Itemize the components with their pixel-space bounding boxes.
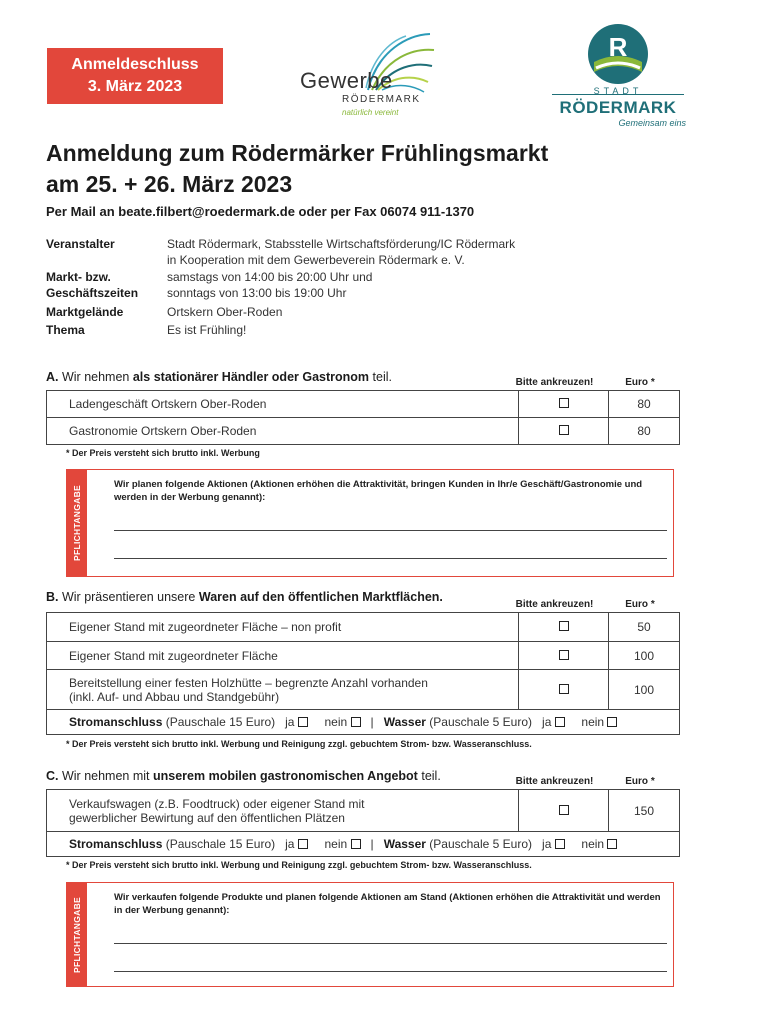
option-label-line1: Verkaufswagen (z.B. Foodtruck) oder eigener Stand mit — [69, 796, 365, 811]
veranstalter-label: Veranstalter — [46, 237, 115, 251]
table-row — [47, 670, 680, 710]
section-c-check-header: Bitte ankreuzen! — [515, 776, 594, 787]
strom-label: Stromanschluss — [69, 837, 163, 851]
strom-ja-label: ja — [285, 715, 295, 729]
gewerbe-logo-tag: natürlich vereint — [342, 108, 399, 117]
table-row — [47, 790, 680, 832]
wasser-nein-checkbox[interactable] — [607, 717, 617, 727]
table-row — [47, 832, 680, 857]
option-price: 150 — [609, 790, 680, 832]
deadline-badge — [47, 48, 223, 104]
table-row — [47, 642, 680, 670]
section-a-table — [46, 390, 680, 445]
option-label-line2: gewerblicher Bewirtung auf den öffentlichen Plätzen — [69, 810, 345, 825]
section-c-letter: C. — [46, 769, 59, 783]
wasser-ja-checkbox[interactable] — [555, 717, 565, 727]
gelaende-label: Marktgelände — [46, 305, 124, 319]
deadline-line2: 3. März 2023 — [87, 78, 183, 95]
title-line2: am 25. + 26. März 2023 — [46, 171, 293, 197]
section-c-pflicht-box — [66, 882, 674, 987]
option-price: 80 — [609, 391, 680, 418]
table-row — [47, 613, 680, 642]
option-label: Ladengeschäft Ortskern Ober-Roden — [47, 391, 519, 418]
wasser-ja-checkbox[interactable] — [555, 839, 565, 849]
veranstalter-value-2: in Kooperation mit dem Gewerbeverein Rödermark e. V. — [167, 253, 465, 267]
pflicht-text: Wir verkaufen folgende Produkte und planen folgende Aktionen am Stand (Aktionen erhöhen die Attraktivität und werden in der Werbung genannt): — [114, 892, 661, 916]
svg-text:R: R — [608, 32, 628, 62]
section-a-check-header: Bitte ankreuzen! — [515, 377, 594, 388]
write-line[interactable] — [114, 943, 667, 944]
table-row — [47, 710, 680, 735]
mail-fax-line: Per Mail an beate.filbert@roedermark.de oder per Fax 06074 911-1370 — [46, 204, 475, 219]
strom-nein-checkbox[interactable] — [351, 717, 361, 727]
section-a-note: * Der Preis versteht sich brutto inkl. Werbung — [66, 448, 260, 458]
write-line[interactable] — [114, 530, 667, 531]
gewerbe-logo — [298, 30, 438, 125]
option-label — [47, 790, 519, 832]
option-label-line2: (inkl. Auf- und Abbau und Standgebühr) — [69, 689, 280, 704]
option-price: 80 — [609, 418, 680, 445]
gewerbe-logo-word: Gewerbe — [300, 68, 393, 93]
deadline-line1: Anmeldeschluss — [71, 56, 199, 73]
table-row — [47, 391, 680, 418]
separator: | — [370, 715, 374, 729]
thema-label: Thema — [46, 323, 85, 337]
strom-ja-label: ja — [285, 837, 295, 851]
checkbox[interactable] — [559, 621, 569, 631]
section-c-note: * Der Preis versteht sich brutto inkl. Werbung und Reinigung zzgl. gebuchtem Strom- bzw. Wasseranschluss. — [66, 860, 532, 870]
strom-text: (Pauschale 15 Euro) — [165, 837, 276, 851]
option-price: 100 — [609, 670, 680, 710]
stadt-logo-name: RÖDERMARK — [559, 98, 677, 117]
option-label: Eigener Stand mit zugeordneter Fläche — [47, 642, 519, 670]
wasser-text: (Pauschale 5 Euro) — [429, 715, 533, 729]
stadt-emblem-icon — [586, 22, 650, 86]
checkbox[interactable] — [559, 684, 569, 694]
strom-text: (Pauschale 15 Euro) — [165, 715, 276, 729]
page-title — [46, 138, 548, 200]
section-c-heading — [46, 769, 441, 783]
checkbox[interactable] — [559, 650, 569, 660]
section-b-price-header: Euro * — [625, 599, 655, 610]
option-label: Gastronomie Ortskern Ober-Roden — [47, 418, 519, 445]
strom-label: Stromanschluss — [69, 715, 163, 729]
option-price: 100 — [609, 642, 680, 670]
wasser-nein-label: nein — [581, 715, 605, 729]
strom-ja-checkbox[interactable] — [298, 717, 308, 727]
section-b-table — [46, 612, 680, 735]
section-a-heading — [46, 370, 392, 384]
option-label — [47, 670, 519, 710]
section-a-bold: als stationärer Händler oder Gastronom — [132, 370, 370, 384]
option-price: 50 — [609, 613, 680, 642]
option-label: Eigener Stand mit zugeordneter Fläche – non profit — [47, 613, 519, 642]
section-b-check-header: Bitte ankreuzen! — [515, 599, 594, 610]
checkbox[interactable] — [559, 805, 569, 815]
section-a-pflicht-box — [66, 469, 674, 577]
stadt-logo — [550, 22, 686, 130]
thema-value: Es ist Frühling! — [167, 323, 247, 337]
section-b-bold: Waren auf den öffentlichen Marktflächen. — [198, 590, 443, 604]
checkbox[interactable] — [559, 425, 569, 435]
wasser-nein-checkbox[interactable] — [607, 839, 617, 849]
section-c-bold: unserem mobilen gastronomischen Angebot — [153, 769, 418, 783]
wasser-label: Wasser — [383, 837, 426, 851]
table-row — [47, 418, 680, 445]
checkbox[interactable] — [559, 398, 569, 408]
stadt-logo-tag: Gemeinsam eins — [618, 118, 686, 128]
section-b-pre: Wir präsentieren unsere — [61, 590, 196, 604]
section-a-letter: A. — [46, 370, 59, 384]
section-c-pre: Wir nehmen mit — [61, 769, 150, 783]
wasser-ja-label: ja — [542, 837, 552, 851]
zeiten-label-2: Geschäftszeiten — [46, 286, 139, 300]
wasser-ja-label: ja — [542, 715, 552, 729]
section-b-note: * Der Preis versteht sich brutto inkl. Werbung und Reinigung zzgl. gebuchtem Strom- bzw. Wasseranschluss. — [66, 739, 532, 749]
veranstalter-value-1: Stadt Rödermark, Stabsstelle Wirtschaftsförderung/IC Rödermark — [167, 237, 516, 251]
section-c-price-header: Euro * — [625, 776, 655, 787]
strom-wasser-row — [47, 832, 680, 857]
zeiten-value-2: sonntags von 13:00 bis 19:00 Uhr — [167, 286, 347, 300]
section-c-table — [46, 789, 680, 857]
section-c-post: teil. — [421, 769, 441, 783]
section-b-letter: B. — [46, 590, 59, 604]
section-b-heading — [46, 590, 443, 604]
strom-wasser-row — [47, 710, 680, 735]
title-line1: Anmeldung zum Rödermärker Frühlingsmarkt — [46, 140, 549, 166]
write-line[interactable] — [114, 558, 667, 559]
section-a-price-header: Euro * — [625, 377, 655, 388]
pflicht-tab-label: PFLICHTANGABE — [72, 485, 82, 561]
strom-nein-label: nein — [324, 715, 348, 729]
section-a-pre: Wir nehmen — [61, 370, 130, 384]
stadt-logo-top: STADT — [593, 86, 643, 96]
strom-ja-checkbox[interactable] — [298, 839, 308, 849]
strom-nein-checkbox[interactable] — [351, 839, 361, 849]
write-line[interactable] — [114, 971, 667, 972]
pflicht-tab — [67, 470, 87, 576]
zeiten-label-1: Markt- bzw. — [46, 270, 111, 284]
pflicht-tab-label: PFLICHTANGABE — [72, 896, 82, 973]
wasser-nein-label: nein — [581, 837, 605, 851]
pflicht-tab — [67, 883, 87, 986]
zeiten-value-1: samstags von 14:00 bis 20:00 Uhr und — [167, 270, 373, 284]
pflicht-text: Wir planen folgende Aktionen (Aktionen erhöhen die Attraktivität, bringen Kunden in Ihr/e Geschäft/Gastronomie und werden in der Werbung genannt): — [114, 479, 643, 503]
separator: | — [370, 837, 374, 851]
gewerbe-logo-sub: RÖDERMARK — [342, 94, 421, 105]
option-label-line1: Bereitstellung einer festen Holzhütte – begrenzte Anzahl vorhanden — [69, 675, 428, 690]
wasser-label: Wasser — [383, 715, 426, 729]
gelaende-value: Ortskern Ober-Roden — [167, 305, 283, 319]
section-a-post: teil. — [372, 370, 392, 384]
wasser-text: (Pauschale 5 Euro) — [429, 837, 533, 851]
strom-nein-label: nein — [324, 837, 348, 851]
